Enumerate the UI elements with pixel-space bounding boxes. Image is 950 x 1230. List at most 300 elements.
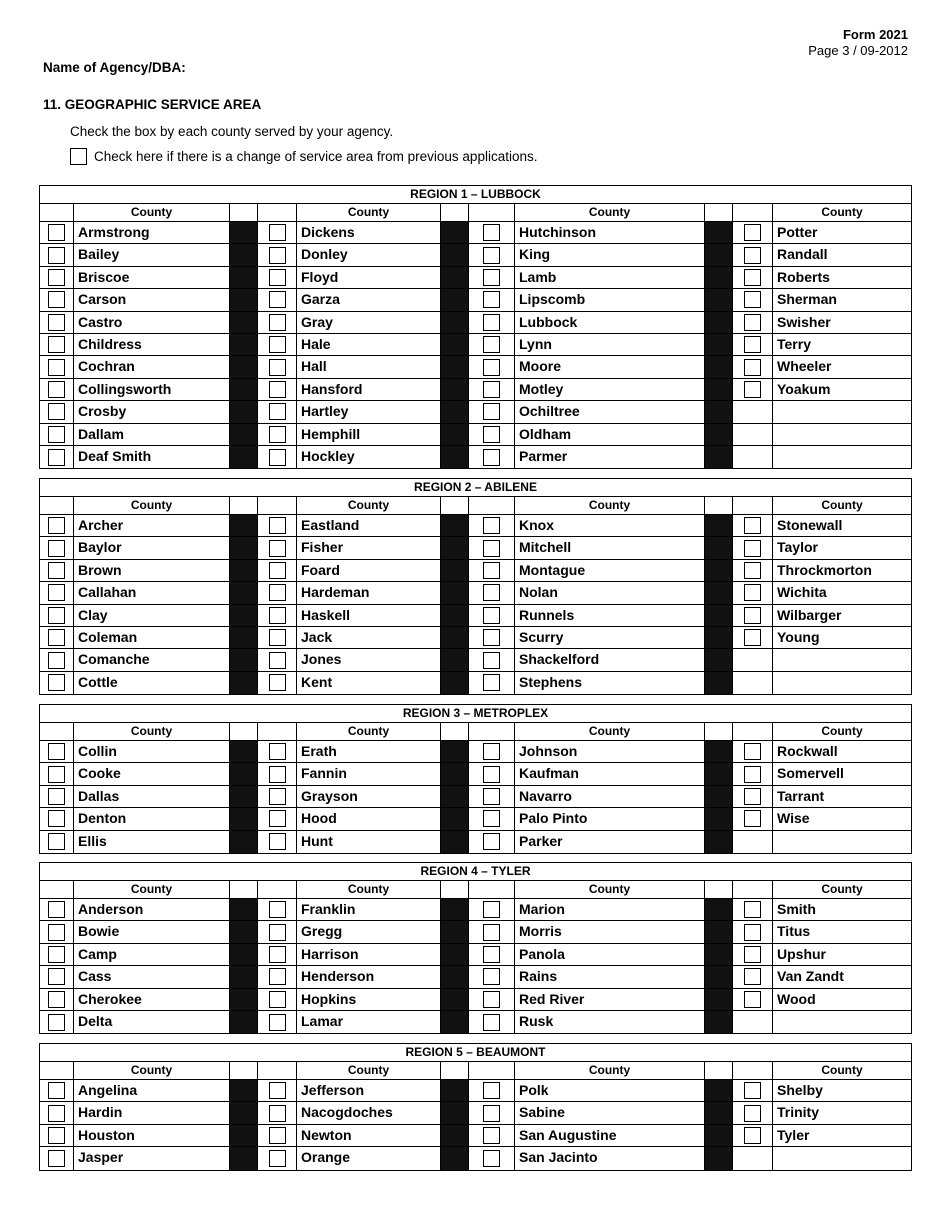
county-checkbox[interactable] [483, 336, 500, 353]
county-name: Somervell [773, 763, 911, 785]
checkbox-cell [733, 966, 773, 988]
county-checkbox[interactable] [483, 540, 500, 557]
column-divider [441, 312, 469, 334]
county-name: Gray [297, 312, 441, 334]
county-checkbox[interactable] [744, 991, 761, 1008]
region-grid [40, 881, 911, 1033]
checkbox-cell [733, 1147, 773, 1169]
county-name: Jasper [74, 1147, 230, 1169]
column-divider [705, 649, 733, 671]
column-divider [230, 1102, 258, 1124]
county-checkbox[interactable] [48, 1105, 65, 1122]
county-checkbox[interactable] [744, 946, 761, 963]
region-title: REGION 3 – METROPLEX [40, 705, 911, 723]
checkbox-cell [40, 921, 74, 943]
column-divider [230, 401, 258, 423]
county-checkbox[interactable] [269, 607, 286, 624]
county-checkbox[interactable] [48, 946, 65, 963]
checkbox-cell [469, 966, 515, 988]
checkbox-cell [40, 1080, 74, 1102]
column-divider [705, 627, 733, 649]
county-checkbox[interactable] [48, 1014, 65, 1031]
column-divider [230, 605, 258, 627]
checkbox-cell [258, 334, 297, 356]
county-checkbox[interactable] [269, 810, 286, 827]
county-checkbox[interactable] [48, 291, 65, 308]
county-name: Hood [297, 808, 441, 830]
county-checkbox[interactable] [483, 426, 500, 443]
county-checkbox[interactable] [48, 336, 65, 353]
county-name: Stephens [515, 672, 705, 694]
column-divider [441, 1102, 469, 1124]
county-checkbox[interactable] [48, 562, 65, 579]
county-checkbox[interactable] [483, 359, 500, 376]
county-checkbox[interactable] [744, 629, 761, 646]
column-divider [705, 582, 733, 604]
column-divider [230, 1147, 258, 1169]
county-checkbox[interactable] [48, 247, 65, 264]
column-divider [441, 944, 469, 966]
county-checkbox[interactable] [483, 584, 500, 601]
column-divider [230, 222, 258, 244]
county-checkbox[interactable] [269, 517, 286, 534]
county-name: Yoakum [773, 379, 911, 401]
county-checkbox[interactable] [48, 901, 65, 918]
county-checkbox[interactable] [483, 968, 500, 985]
county-checkbox[interactable] [483, 674, 500, 691]
county-checkbox[interactable] [269, 674, 286, 691]
checkbox-header [258, 1062, 297, 1080]
county-checkbox[interactable] [744, 359, 761, 376]
county-checkbox[interactable] [269, 788, 286, 805]
county-checkbox[interactable] [48, 1127, 65, 1144]
column-divider [705, 786, 733, 808]
region-table [39, 862, 912, 1034]
county-checkbox[interactable] [483, 833, 500, 850]
county-name: Deaf Smith [74, 446, 230, 468]
checkbox-cell [469, 672, 515, 694]
county-checkbox[interactable] [48, 1082, 65, 1099]
county-name: Mitchell [515, 537, 705, 559]
county-checkbox[interactable] [48, 788, 65, 805]
county-checkbox[interactable] [269, 743, 286, 760]
checkbox-cell [733, 1125, 773, 1147]
checkbox-cell [733, 1011, 773, 1033]
county-name: Floyd [297, 267, 441, 289]
county-checkbox[interactable] [483, 517, 500, 534]
county-name: Wilbarger [773, 605, 911, 627]
county-checkbox[interactable] [744, 901, 761, 918]
checkbox-cell [469, 312, 515, 334]
county-checkbox[interactable] [483, 743, 500, 760]
checkbox-cell [733, 989, 773, 1011]
checkbox-cell [40, 537, 74, 559]
county-name: Fannin [297, 763, 441, 785]
county-checkbox[interactable] [483, 269, 500, 286]
county-name: Scurry [515, 627, 705, 649]
column-divider [441, 1147, 469, 1169]
spacer-header [441, 1062, 469, 1080]
checkbox-header [469, 1062, 515, 1080]
checkbox-header [469, 881, 515, 899]
county-checkbox[interactable] [483, 403, 500, 420]
column-divider [705, 222, 733, 244]
county-checkbox[interactable] [269, 562, 286, 579]
county-name: Lynn [515, 334, 705, 356]
county-checkbox[interactable] [483, 652, 500, 669]
county-checkbox[interactable] [744, 336, 761, 353]
county-checkbox[interactable] [744, 381, 761, 398]
county-name: Potter [773, 222, 911, 244]
column-divider [705, 1147, 733, 1169]
county-checkbox[interactable] [269, 924, 286, 941]
county-name: Jefferson [297, 1080, 441, 1102]
county-checkbox[interactable] [48, 517, 65, 534]
county-checkbox[interactable] [48, 629, 65, 646]
county-checkbox[interactable] [48, 743, 65, 760]
form-header [808, 27, 908, 59]
checkbox-cell [258, 763, 297, 785]
county-checkbox[interactable] [48, 810, 65, 827]
region-title: REGION 5 – BEAUMONT [40, 1044, 911, 1062]
county-name: Wood [773, 989, 911, 1011]
county-checkbox[interactable] [269, 247, 286, 264]
county-checkbox[interactable] [744, 968, 761, 985]
column-divider [705, 267, 733, 289]
county-checkbox[interactable] [744, 224, 761, 241]
checkbox-cell [469, 1011, 515, 1033]
county-name: Houston [74, 1125, 230, 1147]
change-service-area-checkbox[interactable] [70, 148, 87, 165]
checkbox-header [258, 497, 297, 515]
county-checkbox[interactable] [269, 291, 286, 308]
checkbox-cell [40, 244, 74, 266]
column-divider [441, 627, 469, 649]
column-divider [705, 515, 733, 537]
county-name: King [515, 244, 705, 266]
county-checkbox[interactable] [269, 629, 286, 646]
county-checkbox[interactable] [48, 426, 65, 443]
checkbox-cell [469, 627, 515, 649]
county-name: Wise [773, 808, 911, 830]
checkbox-cell [258, 379, 297, 401]
county-checkbox[interactable] [483, 381, 500, 398]
county-checkbox[interactable] [48, 449, 65, 466]
column-divider [441, 267, 469, 289]
checkbox-cell [258, 1011, 297, 1033]
county-column-header: County [773, 204, 911, 222]
county-column-header: County [773, 1062, 911, 1080]
checkbox-cell [733, 1102, 773, 1124]
county-name: Anderson [74, 899, 230, 921]
column-divider [441, 741, 469, 763]
county-checkbox[interactable] [483, 991, 500, 1008]
county-checkbox[interactable] [744, 1127, 761, 1144]
checkbox-cell [469, 1125, 515, 1147]
column-divider [705, 1011, 733, 1033]
county-name: Bailey [74, 244, 230, 266]
column-divider [705, 1080, 733, 1102]
county-name: Cass [74, 966, 230, 988]
county-checkbox[interactable] [483, 788, 500, 805]
checkbox-header [40, 723, 74, 741]
column-divider [705, 741, 733, 763]
county-checkbox[interactable] [483, 810, 500, 827]
county-checkbox[interactable] [269, 426, 286, 443]
county-checkbox[interactable] [269, 1105, 286, 1122]
county-name: Hopkins [297, 989, 441, 1011]
county-checkbox[interactable] [48, 1150, 65, 1167]
county-checkbox[interactable] [48, 381, 65, 398]
checkbox-cell [733, 356, 773, 378]
county-checkbox[interactable] [744, 766, 761, 783]
column-divider [705, 944, 733, 966]
county-name [773, 424, 911, 446]
county-checkbox[interactable] [483, 562, 500, 579]
checkbox-cell [258, 1080, 297, 1102]
checkbox-header [733, 881, 773, 899]
county-checkbox[interactable] [269, 1127, 286, 1144]
county-checkbox[interactable] [744, 1105, 761, 1122]
checkbox-cell [258, 989, 297, 1011]
checkbox-cell [733, 786, 773, 808]
county-name: Foard [297, 560, 441, 582]
column-divider [441, 899, 469, 921]
county-checkbox[interactable] [269, 269, 286, 286]
checkbox-cell [469, 515, 515, 537]
county-checkbox[interactable] [269, 833, 286, 850]
county-checkbox[interactable] [48, 833, 65, 850]
checkbox-cell [40, 401, 74, 423]
county-checkbox[interactable] [269, 991, 286, 1008]
county-name: Callahan [74, 582, 230, 604]
county-name: Rusk [515, 1011, 705, 1033]
county-checkbox[interactable] [48, 403, 65, 420]
column-divider [705, 401, 733, 423]
county-checkbox[interactable] [483, 766, 500, 783]
county-checkbox[interactable] [744, 314, 761, 331]
county-checkbox[interactable] [483, 1127, 500, 1144]
checkbox-cell [469, 944, 515, 966]
county-checkbox[interactable] [744, 607, 761, 624]
county-checkbox[interactable] [269, 314, 286, 331]
county-checkbox[interactable] [48, 968, 65, 985]
county-name: Childress [74, 334, 230, 356]
column-divider [230, 312, 258, 334]
checkbox-cell [40, 649, 74, 671]
county-name [773, 401, 911, 423]
county-checkbox[interactable] [269, 1150, 286, 1167]
county-name: Eastland [297, 515, 441, 537]
checkbox-cell [40, 899, 74, 921]
county-name: Garza [297, 289, 441, 311]
county-name: Denton [74, 808, 230, 830]
column-divider [230, 899, 258, 921]
county-checkbox[interactable] [48, 766, 65, 783]
county-name: Young [773, 627, 911, 649]
checkbox-cell [40, 605, 74, 627]
county-checkbox[interactable] [269, 359, 286, 376]
checkbox-cell [40, 267, 74, 289]
county-name: Stonewall [773, 515, 911, 537]
checkbox-header [469, 723, 515, 741]
county-column-header: County [74, 723, 230, 741]
checkbox-cell [40, 989, 74, 1011]
county-checkbox[interactable] [269, 766, 286, 783]
checkbox-header [469, 204, 515, 222]
column-divider [230, 831, 258, 853]
county-checkbox[interactable] [269, 540, 286, 557]
county-name: Hunt [297, 831, 441, 853]
checkbox-cell [733, 312, 773, 334]
spacer-header [230, 881, 258, 899]
county-column-header: County [297, 1062, 441, 1080]
county-name: Hutchinson [515, 222, 705, 244]
county-name: Titus [773, 921, 911, 943]
column-divider [705, 356, 733, 378]
region-title: REGION 2 – ABILENE [40, 479, 911, 497]
county-name: Harrison [297, 944, 441, 966]
county-column-header: County [515, 723, 705, 741]
county-name: Roberts [773, 267, 911, 289]
county-checkbox[interactable] [269, 652, 286, 669]
county-checkbox[interactable] [48, 224, 65, 241]
county-name: Camp [74, 944, 230, 966]
county-checkbox[interactable] [483, 1150, 500, 1167]
checkbox-cell [469, 401, 515, 423]
column-divider [441, 649, 469, 671]
county-checkbox[interactable] [744, 269, 761, 286]
county-checkbox[interactable] [48, 269, 65, 286]
county-checkbox[interactable] [483, 247, 500, 264]
county-checkbox[interactable] [744, 562, 761, 579]
county-checkbox[interactable] [269, 1082, 286, 1099]
checkbox-cell [40, 379, 74, 401]
column-divider [705, 289, 733, 311]
county-checkbox[interactable] [48, 540, 65, 557]
checkbox-cell [40, 582, 74, 604]
county-checkbox[interactable] [269, 336, 286, 353]
county-name: Cochran [74, 356, 230, 378]
county-checkbox[interactable] [483, 1105, 500, 1122]
county-checkbox[interactable] [48, 991, 65, 1008]
county-checkbox[interactable] [48, 359, 65, 376]
county-checkbox[interactable] [48, 924, 65, 941]
change-service-area-label: Check here if there is a change of service area from previous applications. [94, 149, 538, 164]
county-checkbox[interactable] [269, 946, 286, 963]
county-name: Oldham [515, 424, 705, 446]
column-divider [230, 741, 258, 763]
county-checkbox[interactable] [744, 540, 761, 557]
change-service-area [70, 148, 537, 165]
checkbox-cell [258, 605, 297, 627]
checkbox-cell [733, 267, 773, 289]
county-checkbox[interactable] [483, 629, 500, 646]
county-name: Bowie [74, 921, 230, 943]
county-name: Baylor [74, 537, 230, 559]
county-checkbox[interactable] [744, 517, 761, 534]
county-checkbox[interactable] [483, 291, 500, 308]
county-checkbox[interactable] [483, 449, 500, 466]
county-checkbox[interactable] [269, 403, 286, 420]
column-divider [705, 446, 733, 468]
checkbox-cell [733, 763, 773, 785]
county-checkbox[interactable] [483, 924, 500, 941]
county-name: Clay [74, 605, 230, 627]
county-checkbox[interactable] [744, 810, 761, 827]
county-checkbox[interactable] [269, 968, 286, 985]
county-checkbox[interactable] [269, 584, 286, 601]
checkbox-cell [40, 966, 74, 988]
checkbox-cell [40, 1011, 74, 1033]
county-checkbox[interactable] [483, 224, 500, 241]
county-checkbox[interactable] [269, 449, 286, 466]
column-divider [441, 446, 469, 468]
spacer-header [230, 204, 258, 222]
county-checkbox[interactable] [744, 291, 761, 308]
county-checkbox[interactable] [269, 224, 286, 241]
county-checkbox[interactable] [744, 584, 761, 601]
county-name: Ochiltree [515, 401, 705, 423]
county-name: Kent [297, 672, 441, 694]
checkbox-cell [258, 582, 297, 604]
column-divider [441, 289, 469, 311]
checkbox-cell [733, 808, 773, 830]
county-checkbox[interactable] [483, 314, 500, 331]
county-name: Henderson [297, 966, 441, 988]
checkbox-cell [258, 944, 297, 966]
region-table [39, 185, 912, 469]
checkbox-cell [258, 267, 297, 289]
county-name [773, 831, 911, 853]
county-checkbox[interactable] [48, 314, 65, 331]
checkbox-cell [258, 672, 297, 694]
county-checkbox[interactable] [744, 247, 761, 264]
county-name: Hardeman [297, 582, 441, 604]
county-name: Marion [515, 899, 705, 921]
checkbox-header [733, 723, 773, 741]
column-divider [441, 831, 469, 853]
county-checkbox[interactable] [483, 1014, 500, 1031]
county-checkbox[interactable] [483, 607, 500, 624]
column-divider [230, 244, 258, 266]
county-checkbox[interactable] [744, 924, 761, 941]
checkbox-cell [258, 808, 297, 830]
county-checkbox[interactable] [744, 743, 761, 760]
county-checkbox[interactable] [48, 674, 65, 691]
county-checkbox[interactable] [483, 901, 500, 918]
county-checkbox[interactable] [269, 381, 286, 398]
county-checkbox[interactable] [483, 1082, 500, 1099]
instruction-text: Check the box by each county served by your agency. [70, 124, 394, 139]
county-checkbox[interactable] [744, 788, 761, 805]
spacer-header [230, 497, 258, 515]
column-divider [230, 944, 258, 966]
county-name: Orange [297, 1147, 441, 1169]
column-divider [441, 786, 469, 808]
column-divider [705, 921, 733, 943]
county-checkbox[interactable] [744, 1082, 761, 1099]
county-checkbox[interactable] [483, 946, 500, 963]
county-checkbox[interactable] [269, 1014, 286, 1031]
county-name [773, 1147, 911, 1169]
county-checkbox[interactable] [269, 901, 286, 918]
county-checkbox[interactable] [48, 584, 65, 601]
county-checkbox[interactable] [48, 607, 65, 624]
county-name: Castro [74, 312, 230, 334]
county-column-header: County [74, 497, 230, 515]
county-checkbox[interactable] [48, 652, 65, 669]
